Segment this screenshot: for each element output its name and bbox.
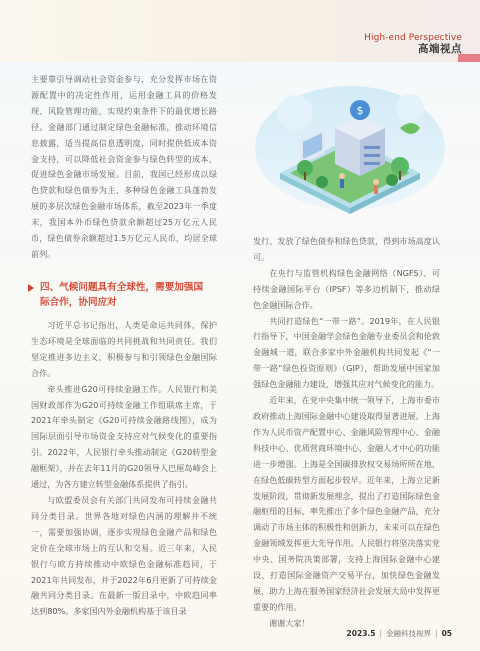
footer-separator: | [379,629,383,638]
right-column [253,234,440,632]
paragraph: 共同打造绿色“一带一路”。2019年，在人民银行指导下，中国金融学会绿色金融专业委员会和伦敦金融城一道，联合多家中外金融机构共同发起《“一带一路”绿色投资原则》（GIP），帮助发展中国家加强绿色金融能力建设，增强其应对气候变化的能力。 [253,315,440,390]
paragraph: 习近平总书记指出，人类是命运共同体，保护生态环境是全球面临的共同挑战和共同责任。我们坚定推进多边主义，积极参与和引领绿色金融国际合作。 [31,320,217,378]
section-label-zh: 高端视点 [418,43,462,55]
paragraph: 主要靠引导调动社会资金参与，充分发挥市场在资源配置中的决定性作用，运用金融工具的价格发现、风险管理功能，实现约束条件下的最优增长路径。金融部门通过制定绿色金融标准，推动环境信息披露，适当提高信息透明度，同时提供低成本资金支持，可以降低社会资金参与绿色转型的成本，促进绿色金融市场发展。目前，我国已经形成以绿色贷款和绿色债券为主、多种绿色金融工具蓬勃发展的多层次绿色金融市场体系，截至2023年一季度末，我国本外币绿色贷款余额超过25万亿元人民币，绿色债券余额超过1.5万亿元人民币，均居全球前列。 [31,74,217,259]
section-heading-line1: 四、气候问题具有全球性，需要加强国 [40,282,204,293]
page-footer [347,628,452,639]
header-accent-strip [458,54,480,62]
paragraph: 近年来，在党中央集中统一领导下，上海市委市政府推动上海国际金融中心建设取得显著进展。上海作为人民币资产配置中心、金融风险管理中心、金融科技中心、优质营商环境中心、金融人才中心的功能进一步增强。上海是全国碳排放权交易场所所在地，在绿色低碳转型方面起步较早。近年来，上海立足新发展阶段，贯彻新发展理念，提出了打造国际绿色金融枢纽的目标，率先推出了多个绿色金融产品，充分调动了市场主体的积极性和创新力，未来可以在绿色金融领域发挥更大先导作用。人民银行将坚决落实党中央、国务院决策部署，支持上海国际金融中心建设，打造国际金融资产交易平台，加快绿色金融发展，助力上海在服务国家经济社会发展大局中发挥更重要的作用。 [253,395,440,612]
svg-text:$: $ [356,104,364,117]
footer-separator: | [435,629,438,638]
paragraph: 与欧盟委员会有关部门共同发布可持续金融共同分类目录。世界各地对绿色内涵的理解并不统一，需要加强协调，逐步实现绿色金融产品和绿色定价在全球市场上的互认和交易。近三年来，人民银行与欧方持续推动中欧绿色金融标准趋同，于2021年共同发布，并于2022年6月更新了可持续金融共同分类目录。在最新一版目录中，中欧趋同率达到80%。多家国内外金融机构基于该目录 [31,494,217,617]
section-label-en: High-end Perspective [364,33,462,43]
paragraph: 在央行与监管机构绿色金融网络（NGFS）、可持续金融国际平台（IPSF）等多边机制下，推动绿色金融国际合作。 [253,267,440,310]
green-finance-illustration [250,68,450,218]
paragraph: 谢谢大家！ [269,617,310,628]
left-column-bottom [31,318,217,620]
paragraph: 牵头推进G20可持续金融工作。人民银行和美国财政部作为G20可持续金融工作组联席主席，于2021年牵头制定《G20可持续金融路线图》，成为国际层面引导市场资金支持应对气候变化的重要指引。2022年，人民银行牵头推动制定《G20转型金融框架》，并在去年11月的G20领导人巴厘岛峰会上通过，为各方建立转型金融体系提供了指引。 [31,383,217,490]
section-heading [40,280,215,310]
issue-number: 2023.5 [346,629,376,638]
page-number: 05 [441,629,452,638]
left-column-top [31,72,217,263]
heading-arrow-icon [28,284,34,292]
paragraph: 发行、发放了绿色债券和绿色贷款，得到市场高度认可。 [253,236,440,262]
magazine-name: 金融科技视界 [386,629,432,638]
section-heading-line2: 际合作，协同应对 [40,297,117,308]
section-label [364,33,462,55]
